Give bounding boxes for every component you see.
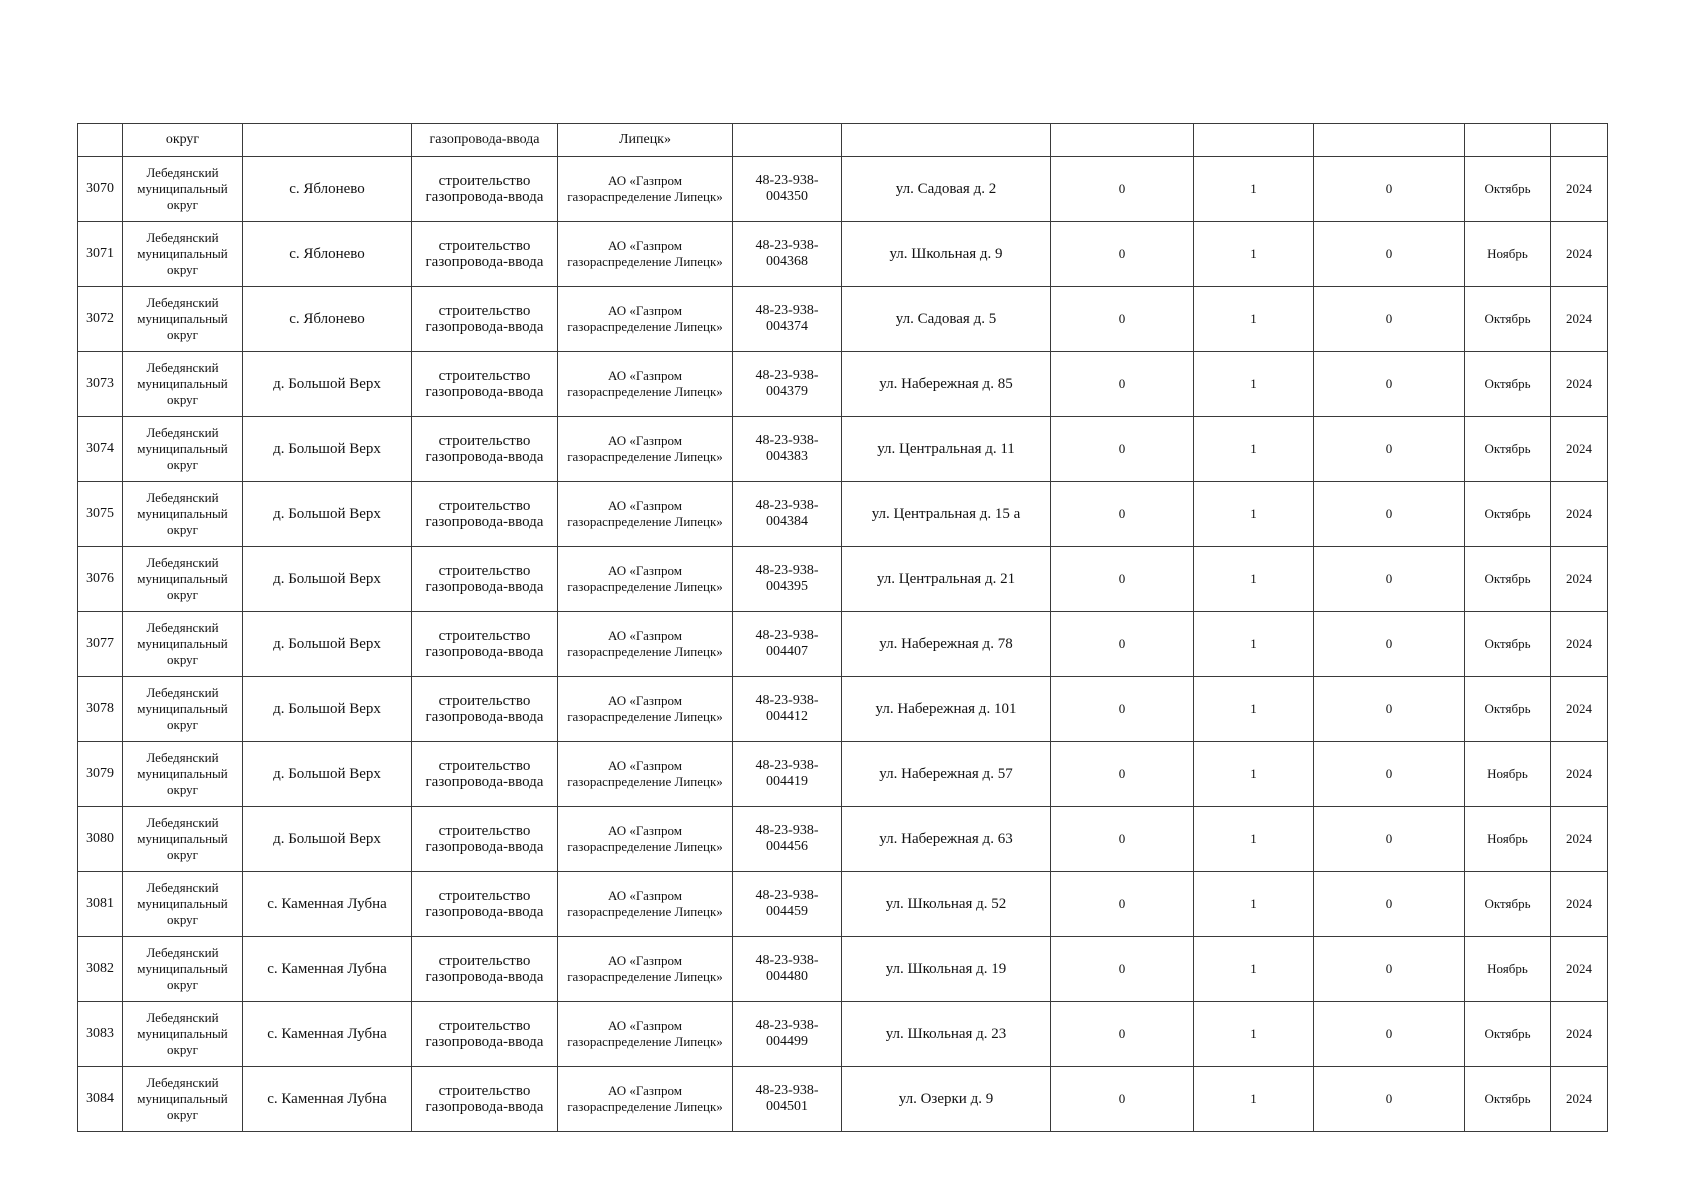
cell-work: строительство газопровода-ввода bbox=[412, 807, 558, 872]
cell-org: АО «Газпром газораспределение Липецк» bbox=[558, 937, 733, 1002]
cell-work: газопровода-ввода bbox=[412, 124, 558, 157]
cell-value-3: 0 bbox=[1314, 612, 1465, 677]
cell-locality: д. Большой Верх bbox=[243, 677, 412, 742]
cell-org: АО «Газпром газораспределение Липецк» bbox=[558, 287, 733, 352]
cell-value-1: 0 bbox=[1051, 1067, 1194, 1132]
cell-address: ул. Озерки д. 9 bbox=[842, 1067, 1051, 1132]
cell-value-3: 0 bbox=[1314, 742, 1465, 807]
cell-year: 2024 bbox=[1551, 677, 1608, 742]
table-row bbox=[78, 612, 1608, 677]
cell-org: АО «Газпром газораспределение Липецк» bbox=[558, 547, 733, 612]
cell-value-2: 1 bbox=[1194, 352, 1314, 417]
cell-work: строительство газопровода-ввода bbox=[412, 157, 558, 222]
cell-locality: д. Большой Верх bbox=[243, 612, 412, 677]
cell-month: Октябрь bbox=[1465, 417, 1551, 482]
cell-org: АО «Газпром газораспределение Липецк» bbox=[558, 222, 733, 287]
cell-num: 3084 bbox=[78, 1067, 123, 1132]
cell-year: 2024 bbox=[1551, 872, 1608, 937]
cell-org: АО «Газпром газораспределение Липецк» bbox=[558, 872, 733, 937]
cell-district: Лебедянский муниципальный округ bbox=[123, 612, 243, 677]
cell-org: АО «Газпром газораспределение Липецк» bbox=[558, 807, 733, 872]
cell-work: строительство газопровода-ввода bbox=[412, 482, 558, 547]
cell-value-3: 0 bbox=[1314, 287, 1465, 352]
continuation-row bbox=[78, 124, 1608, 157]
cell-work: строительство газопровода-ввода bbox=[412, 222, 558, 287]
cell-cadastral: 48-23-938-004456 bbox=[733, 807, 842, 872]
cell-num: 3073 bbox=[78, 352, 123, 417]
cell-num: 3071 bbox=[78, 222, 123, 287]
cell-year: 2024 bbox=[1551, 807, 1608, 872]
cell-value-2: 1 bbox=[1194, 287, 1314, 352]
cell-month: Ноябрь bbox=[1465, 222, 1551, 287]
cell-year: 2024 bbox=[1551, 1002, 1608, 1067]
cell-locality: с. Каменная Лубна bbox=[243, 1002, 412, 1067]
cell-value-2: 1 bbox=[1194, 417, 1314, 482]
cell-value-2 bbox=[1194, 124, 1314, 157]
cell-value-1: 0 bbox=[1051, 807, 1194, 872]
cell-cadastral: 48-23-938-004374 bbox=[733, 287, 842, 352]
cell-value-2: 1 bbox=[1194, 612, 1314, 677]
cell-value-1: 0 bbox=[1051, 547, 1194, 612]
table-row bbox=[78, 547, 1608, 612]
cell-district: Лебедянский муниципальный округ bbox=[123, 222, 243, 287]
cell-address: ул. Набережная д. 78 bbox=[842, 612, 1051, 677]
cell-num: 3080 bbox=[78, 807, 123, 872]
cell-cadastral: 48-23-938-004395 bbox=[733, 547, 842, 612]
cell-month: Октябрь bbox=[1465, 482, 1551, 547]
cell-work: строительство газопровода-ввода bbox=[412, 352, 558, 417]
cell-value-2: 1 bbox=[1194, 807, 1314, 872]
cell-cadastral: 48-23-938-004350 bbox=[733, 157, 842, 222]
cell-org: Липецк» bbox=[558, 124, 733, 157]
cell-month: Октябрь bbox=[1465, 157, 1551, 222]
cell-address: ул. Набережная д. 101 bbox=[842, 677, 1051, 742]
cell-year: 2024 bbox=[1551, 482, 1608, 547]
cell-cadastral: 48-23-938-004407 bbox=[733, 612, 842, 677]
cell-work: строительство газопровода-ввода bbox=[412, 742, 558, 807]
cell-num: 3082 bbox=[78, 937, 123, 1002]
cell-address: ул. Школьная д. 52 bbox=[842, 872, 1051, 937]
cell-district: Лебедянский муниципальный округ bbox=[123, 547, 243, 612]
table-row bbox=[78, 222, 1608, 287]
cell-locality: с. Каменная Лубна bbox=[243, 872, 412, 937]
cell-num: 3074 bbox=[78, 417, 123, 482]
cell-address: ул. Садовая д. 2 bbox=[842, 157, 1051, 222]
cell-value-3: 0 bbox=[1314, 352, 1465, 417]
cell-district: Лебедянский муниципальный округ bbox=[123, 1002, 243, 1067]
cell-year: 2024 bbox=[1551, 417, 1608, 482]
table-row bbox=[78, 1067, 1608, 1132]
cell-address: ул. Центральная д. 11 bbox=[842, 417, 1051, 482]
table-row bbox=[78, 872, 1608, 937]
cell-month: Октябрь bbox=[1465, 1002, 1551, 1067]
table-row bbox=[78, 482, 1608, 547]
cell-org: АО «Газпром газораспределение Липецк» bbox=[558, 742, 733, 807]
cell-address: ул. Центральная д. 21 bbox=[842, 547, 1051, 612]
cell-num: 3079 bbox=[78, 742, 123, 807]
cell-work: строительство газопровода-ввода bbox=[412, 677, 558, 742]
cell-num: 3072 bbox=[78, 287, 123, 352]
cell-num: 3077 bbox=[78, 612, 123, 677]
cell-locality: с. Яблонево bbox=[243, 157, 412, 222]
cell-year: 2024 bbox=[1551, 742, 1608, 807]
cell-value-3 bbox=[1314, 124, 1465, 157]
cell-district: Лебедянский муниципальный округ bbox=[123, 807, 243, 872]
cell-district: округ bbox=[123, 124, 243, 157]
cell-org: АО «Газпром газораспределение Липецк» bbox=[558, 352, 733, 417]
cell-org: АО «Газпром газораспределение Липецк» bbox=[558, 1067, 733, 1132]
cell-work: строительство газопровода-ввода bbox=[412, 612, 558, 677]
cell-month: Октябрь bbox=[1465, 872, 1551, 937]
cell-month: Октябрь bbox=[1465, 677, 1551, 742]
cell-cadastral: 48-23-938-004384 bbox=[733, 482, 842, 547]
cell-month: Октябрь bbox=[1465, 1067, 1551, 1132]
cell-value-3: 0 bbox=[1314, 157, 1465, 222]
cell-year: 2024 bbox=[1551, 287, 1608, 352]
cell-address: ул. Школьная д. 9 bbox=[842, 222, 1051, 287]
cell-org: АО «Газпром газораспределение Липецк» bbox=[558, 1002, 733, 1067]
cell-value-3: 0 bbox=[1314, 1002, 1465, 1067]
cell-value-3: 0 bbox=[1314, 547, 1465, 612]
cell-month: Октябрь bbox=[1465, 287, 1551, 352]
cell-cadastral: 48-23-938-004459 bbox=[733, 872, 842, 937]
table-body bbox=[78, 124, 1608, 1132]
cell-address: ул. Набережная д. 85 bbox=[842, 352, 1051, 417]
cell-month bbox=[1465, 124, 1551, 157]
cell-year: 2024 bbox=[1551, 1067, 1608, 1132]
cell-district: Лебедянский муниципальный округ bbox=[123, 352, 243, 417]
cell-work: строительство газопровода-ввода bbox=[412, 1002, 558, 1067]
cell-locality: д. Большой Верх bbox=[243, 742, 412, 807]
cell-district: Лебедянский муниципальный округ bbox=[123, 157, 243, 222]
cell-value-3: 0 bbox=[1314, 222, 1465, 287]
cell-work: строительство газопровода-ввода bbox=[412, 417, 558, 482]
cell-value-3: 0 bbox=[1314, 482, 1465, 547]
cell-year: 2024 bbox=[1551, 222, 1608, 287]
cell-locality: д. Большой Верх bbox=[243, 482, 412, 547]
cell-address bbox=[842, 124, 1051, 157]
cell-work: строительство газопровода-ввода bbox=[412, 872, 558, 937]
cell-address: ул. Школьная д. 23 bbox=[842, 1002, 1051, 1067]
cell-year: 2024 bbox=[1551, 937, 1608, 1002]
gas-pipeline-schedule-table bbox=[77, 123, 1608, 1132]
cell-value-3: 0 bbox=[1314, 417, 1465, 482]
cell-value-3: 0 bbox=[1314, 872, 1465, 937]
cell-cadastral: 48-23-938-004383 bbox=[733, 417, 842, 482]
cell-cadastral: 48-23-938-004368 bbox=[733, 222, 842, 287]
cell-value-1: 0 bbox=[1051, 677, 1194, 742]
cell-num: 3075 bbox=[78, 482, 123, 547]
cell-value-2: 1 bbox=[1194, 872, 1314, 937]
cell-value-1: 0 bbox=[1051, 1002, 1194, 1067]
cell-cadastral: 48-23-938-004419 bbox=[733, 742, 842, 807]
cell-address: ул. Садовая д. 5 bbox=[842, 287, 1051, 352]
cell-locality: с. Каменная Лубна bbox=[243, 1067, 412, 1132]
table-row bbox=[78, 1002, 1608, 1067]
cell-locality: с. Яблонево bbox=[243, 287, 412, 352]
cell-month: Октябрь bbox=[1465, 352, 1551, 417]
cell-district: Лебедянский муниципальный округ bbox=[123, 742, 243, 807]
cell-value-3: 0 bbox=[1314, 937, 1465, 1002]
cell-district: Лебедянский муниципальный округ bbox=[123, 872, 243, 937]
cell-value-2: 1 bbox=[1194, 937, 1314, 1002]
cell-value-2: 1 bbox=[1194, 1067, 1314, 1132]
cell-num: 3078 bbox=[78, 677, 123, 742]
cell-month: Ноябрь bbox=[1465, 807, 1551, 872]
cell-address: ул. Центральная д. 15 а bbox=[842, 482, 1051, 547]
cell-value-3: 0 bbox=[1314, 807, 1465, 872]
cell-district: Лебедянский муниципальный округ bbox=[123, 937, 243, 1002]
cell-year: 2024 bbox=[1551, 157, 1608, 222]
cell-month: Октябрь bbox=[1465, 547, 1551, 612]
cell-value-1: 0 bbox=[1051, 482, 1194, 547]
cell-locality: с. Каменная Лубна bbox=[243, 937, 412, 1002]
cell-value-2: 1 bbox=[1194, 157, 1314, 222]
table-row bbox=[78, 287, 1608, 352]
cell-value-1: 0 bbox=[1051, 222, 1194, 287]
cell-locality: д. Большой Верх bbox=[243, 547, 412, 612]
cell-locality: д. Большой Верх bbox=[243, 807, 412, 872]
cell-work: строительство газопровода-ввода bbox=[412, 287, 558, 352]
cell-value-1: 0 bbox=[1051, 872, 1194, 937]
cell-locality: с. Яблонево bbox=[243, 222, 412, 287]
cell-cadastral: 48-23-938-004499 bbox=[733, 1002, 842, 1067]
table-row bbox=[78, 807, 1608, 872]
cell-district: Лебедянский муниципальный округ bbox=[123, 482, 243, 547]
cell-value-1: 0 bbox=[1051, 157, 1194, 222]
cell-value-1: 0 bbox=[1051, 352, 1194, 417]
cell-value-2: 1 bbox=[1194, 482, 1314, 547]
cell-work: строительство газопровода-ввода bbox=[412, 547, 558, 612]
cell-value-2: 1 bbox=[1194, 742, 1314, 807]
cell-value-3: 0 bbox=[1314, 1067, 1465, 1132]
cell-month: Октябрь bbox=[1465, 612, 1551, 677]
cell-value-1: 0 bbox=[1051, 937, 1194, 1002]
cell-num: 3083 bbox=[78, 1002, 123, 1067]
cell-org: АО «Газпром газораспределение Липецк» bbox=[558, 482, 733, 547]
table-row bbox=[78, 677, 1608, 742]
cell-month: Ноябрь bbox=[1465, 742, 1551, 807]
cell-district: Лебедянский муниципальный округ bbox=[123, 417, 243, 482]
cell-value-1: 0 bbox=[1051, 742, 1194, 807]
cell-value-3: 0 bbox=[1314, 677, 1465, 742]
cell-work: строительство газопровода-ввода bbox=[412, 937, 558, 1002]
cell-org: АО «Газпром газораспределение Липецк» bbox=[558, 612, 733, 677]
cell-num bbox=[78, 124, 123, 157]
table-row bbox=[78, 352, 1608, 417]
cell-org: АО «Газпром газораспределение Липецк» bbox=[558, 157, 733, 222]
cell-year: 2024 bbox=[1551, 547, 1608, 612]
cell-cadastral: 48-23-938-004501 bbox=[733, 1067, 842, 1132]
cell-address: ул. Набережная д. 57 bbox=[842, 742, 1051, 807]
cell-cadastral: 48-23-938-004480 bbox=[733, 937, 842, 1002]
table-row bbox=[78, 417, 1608, 482]
cell-value-1 bbox=[1051, 124, 1194, 157]
cell-year bbox=[1551, 124, 1608, 157]
cell-district: Лебедянский муниципальный округ bbox=[123, 1067, 243, 1132]
cell-value-2: 1 bbox=[1194, 222, 1314, 287]
table-row bbox=[78, 742, 1608, 807]
cell-value-2: 1 bbox=[1194, 677, 1314, 742]
cell-locality: д. Большой Верх bbox=[243, 352, 412, 417]
cell-locality: д. Большой Верх bbox=[243, 417, 412, 482]
cell-num: 3070 bbox=[78, 157, 123, 222]
cell-org: АО «Газпром газораспределение Липецк» bbox=[558, 677, 733, 742]
table-row bbox=[78, 157, 1608, 222]
cell-month: Ноябрь bbox=[1465, 937, 1551, 1002]
cell-district: Лебедянский муниципальный округ bbox=[123, 677, 243, 742]
cell-value-1: 0 bbox=[1051, 612, 1194, 677]
cell-org: АО «Газпром газораспределение Липецк» bbox=[558, 417, 733, 482]
cell-work: строительство газопровода-ввода bbox=[412, 1067, 558, 1132]
cell-num: 3081 bbox=[78, 872, 123, 937]
cell-cadastral bbox=[733, 124, 842, 157]
cell-cadastral: 48-23-938-004379 bbox=[733, 352, 842, 417]
cell-district: Лебедянский муниципальный округ bbox=[123, 287, 243, 352]
cell-value-1: 0 bbox=[1051, 287, 1194, 352]
cell-value-2: 1 bbox=[1194, 547, 1314, 612]
cell-address: ул. Школьная д. 19 bbox=[842, 937, 1051, 1002]
cell-year: 2024 bbox=[1551, 352, 1608, 417]
table-row bbox=[78, 937, 1608, 1002]
cell-year: 2024 bbox=[1551, 612, 1608, 677]
cell-value-2: 1 bbox=[1194, 1002, 1314, 1067]
cell-address: ул. Набережная д. 63 bbox=[842, 807, 1051, 872]
cell-locality bbox=[243, 124, 412, 157]
cell-num: 3076 bbox=[78, 547, 123, 612]
cell-cadastral: 48-23-938-004412 bbox=[733, 677, 842, 742]
cell-value-1: 0 bbox=[1051, 417, 1194, 482]
